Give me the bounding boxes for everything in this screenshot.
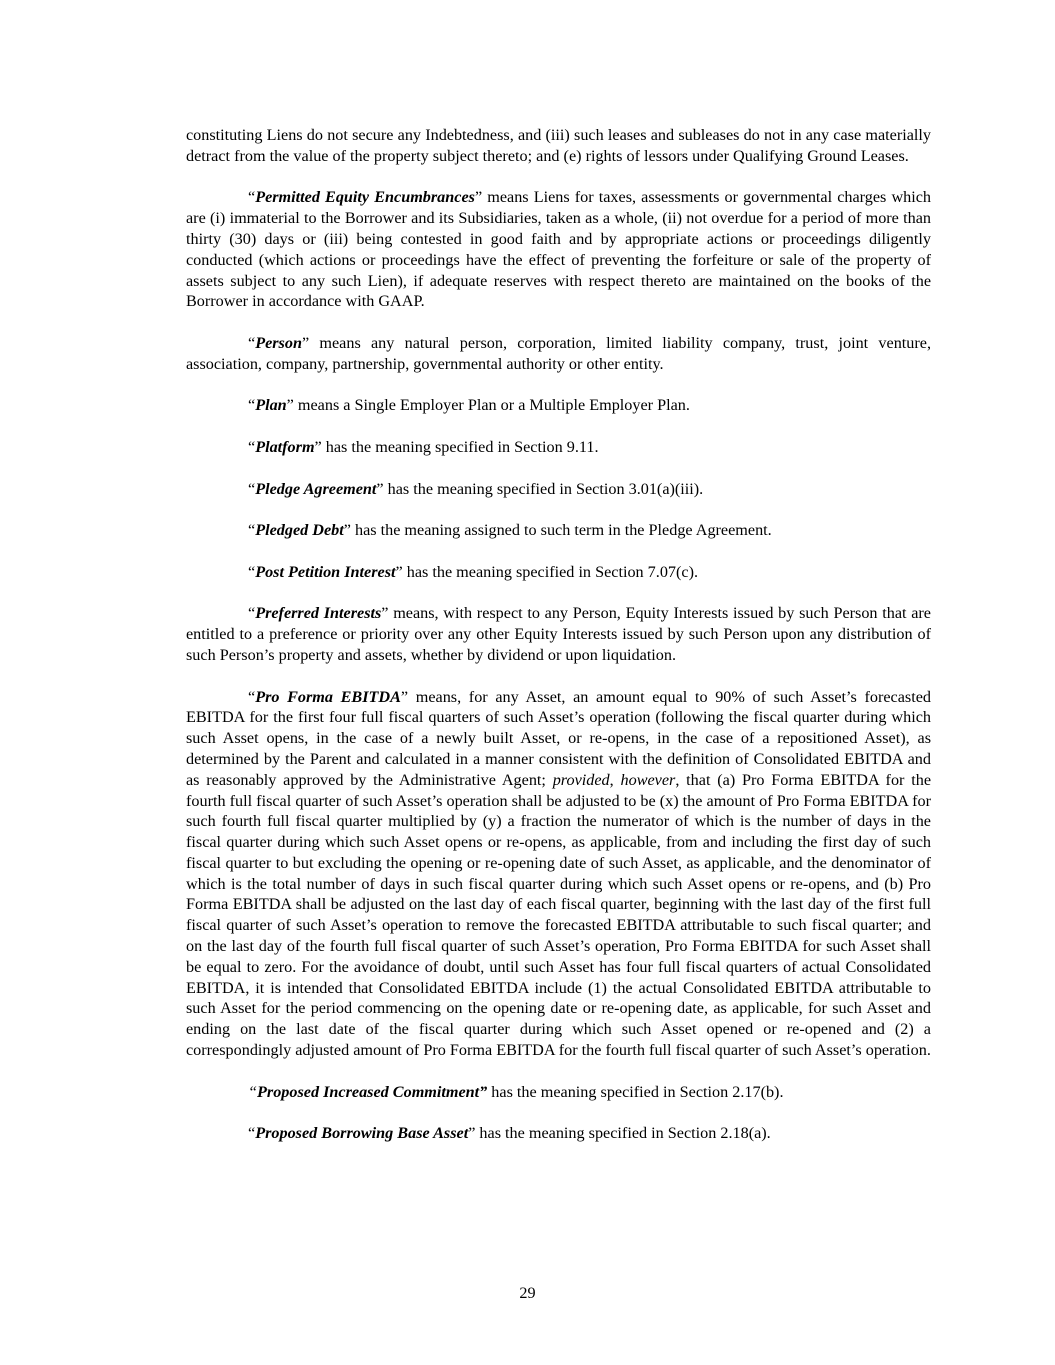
open-quote: “ [248, 687, 256, 706]
open-quote: “ [248, 1082, 258, 1101]
definition-text: ” has the meaning specified in Section 7.07(c). [395, 562, 699, 581]
open-quote: “ [248, 479, 256, 498]
definition-platform [186, 437, 931, 458]
definition-text: ” means, for any Asset, an amount equal to 90% of such Asset’s forecasted EBITDA for the first four full fiscal quarters of such Asset’s operation (following the fiscal quarter during which such Asset opens, in the case of a newly built Asset, or re-opens, in the case of a repositioned Asset), as determined by the Parent and calculated in a manner consistent with the definition of Consolidated EBITDA and as reasonably approved by the Administrative Agent; [186, 687, 931, 789]
defined-term: Platform [255, 437, 315, 456]
definition-person [186, 333, 931, 375]
definition-pledge-agreement [186, 479, 931, 500]
paragraph-continuation [186, 125, 931, 167]
defined-term: Permitted Equity Encumbrances [255, 188, 475, 207]
document-body [186, 125, 931, 1165]
open-quote: “ [248, 188, 256, 207]
open-quote: “ [248, 1124, 256, 1143]
definition-text: ” means a Single Employer Plan or a Multiple Employer Plan. [286, 396, 690, 415]
defined-term: Pledged Debt [255, 521, 344, 540]
definition-text: ” has the meaning specified in Section 2.18(a). [468, 1124, 771, 1143]
definition-permitted-equity-encumbrances [186, 187, 931, 312]
definition-text: ” has the meaning specified in Section 3.01(a)(iii). [376, 479, 704, 498]
defined-term: Pledge Agreement [255, 479, 377, 498]
definition-text: , [609, 770, 621, 789]
definition-pledged-debt [186, 520, 931, 541]
definition-plan [186, 395, 931, 416]
open-quote: “ [248, 437, 256, 456]
definition-preferred-interests [186, 603, 931, 665]
defined-term: Person [255, 333, 302, 352]
open-quote: “ [248, 604, 256, 623]
italic-word-however: however [620, 770, 676, 789]
definition-text: ” means Liens for taxes, assessments or governmental charges which are (i) immaterial to the Borrower and its Subsidiaries, taken as a whole, (ii) not overdue for a period of more than thirty (30) days or (iii) being contested in good faith and by appropriate actions or proceedings diligently conducted (which actions or proceedings have the effect of preventing the forfeiture or sale of the property of assets subject to any such Lien), if adequate reserves with respect thereto are maintained on the books of the Borrower in accordance with GAAP. [186, 188, 932, 311]
definition-text: , that (a) Pro Forma EBITDA for the fourth full fiscal quarter of such Asset’s operation shall be adjusted to be (x) the amount of Pro Forma EBITDA for such fourth full fiscal quarter multiplied by (y) a fraction the numerator of which is the number of days in the fiscal quarter during which such Asset opens or re-opens, as applicable, from and including the first day of such fiscal quarter to but excluding the opening or re-opening date of such Asset, as applicable, and the denominator of which is the total number of days in such fiscal quarter during which such Asset opens or re-opens, and (b) Pro Forma EBITDA shall be adjusted on the last day of each fiscal quarter, beginning with the last day of the first full fiscal quarter of such Asset’s operation to remove the forecasted EBITDA attributable to such fiscal quarter; and on the last day of the fourth full fiscal quarter of such Asset’s operation, Pro Forma EBITDA for such Asset shall be equal to zero. For the avoidance of doubt, until such Asset has four full fiscal quarters of actual Consolidated EBITDA, it is intended that Consolidated EBITDA include (1) the actual Consolidated EBITDA attributable to such Asset for the period commencing on the opening date or re-opening date, as applicable, for such Asset and ending on the last date of the fiscal quarter during which such Asset opened or re-opened and (2) a correspondingly adjusted amount of Pro Forma EBITDA for the fourth full fiscal quarter of such Asset’s operation. [186, 770, 932, 1060]
open-quote: “ [248, 562, 256, 581]
definition-text: has the meaning specified in Section 2.17(b). [487, 1082, 784, 1101]
definition-proposed-borrowing-base-asset [186, 1123, 931, 1144]
defined-term: Post Petition Interest [255, 562, 396, 581]
defined-term: Preferred Interests [255, 604, 382, 623]
definition-post-petition-interest [186, 562, 931, 583]
definition-proposed-increased-commitment [186, 1082, 931, 1103]
definition-pro-forma-ebitda [186, 687, 931, 1061]
open-quote: “ [248, 333, 256, 352]
italic-word-provided: provided [552, 770, 610, 789]
definition-text: ” has the meaning specified in Section 9.11. [314, 437, 599, 456]
page-number: 29 [519, 1284, 536, 1302]
paragraph-text: constituting Liens do not secure any Indebtedness, and (iii) such leases and subleases do not in any case materially detract from the value of the property subject thereto; and (e) rights of lessors under Qualifying Ground Leases. [186, 126, 931, 165]
defined-term: Proposed Borrowing Base Asset [255, 1124, 469, 1143]
definition-text: ” has the meaning assigned to such term in the Pledge Agreement. [343, 521, 772, 540]
open-quote: “ [248, 396, 256, 415]
defined-term: Proposed Increased Commitment” [257, 1082, 488, 1101]
definition-text: ” means, with respect to any Person, Equity Interests issued by such Person that are entitled to a preference or priority over any other Equity Interests issued by such Person upon any distribution of such Person’s property and assets, whether by dividend or upon liquidation. [186, 604, 931, 664]
open-quote: “ [248, 521, 256, 540]
definition-text: ” means any natural person, corporation, limited liability company, trust, joint venture, association, company, partnership, governmental authority or other entity. [186, 333, 931, 373]
defined-term: Pro Forma EBITDA [255, 687, 401, 706]
defined-term: Plan [255, 396, 287, 415]
